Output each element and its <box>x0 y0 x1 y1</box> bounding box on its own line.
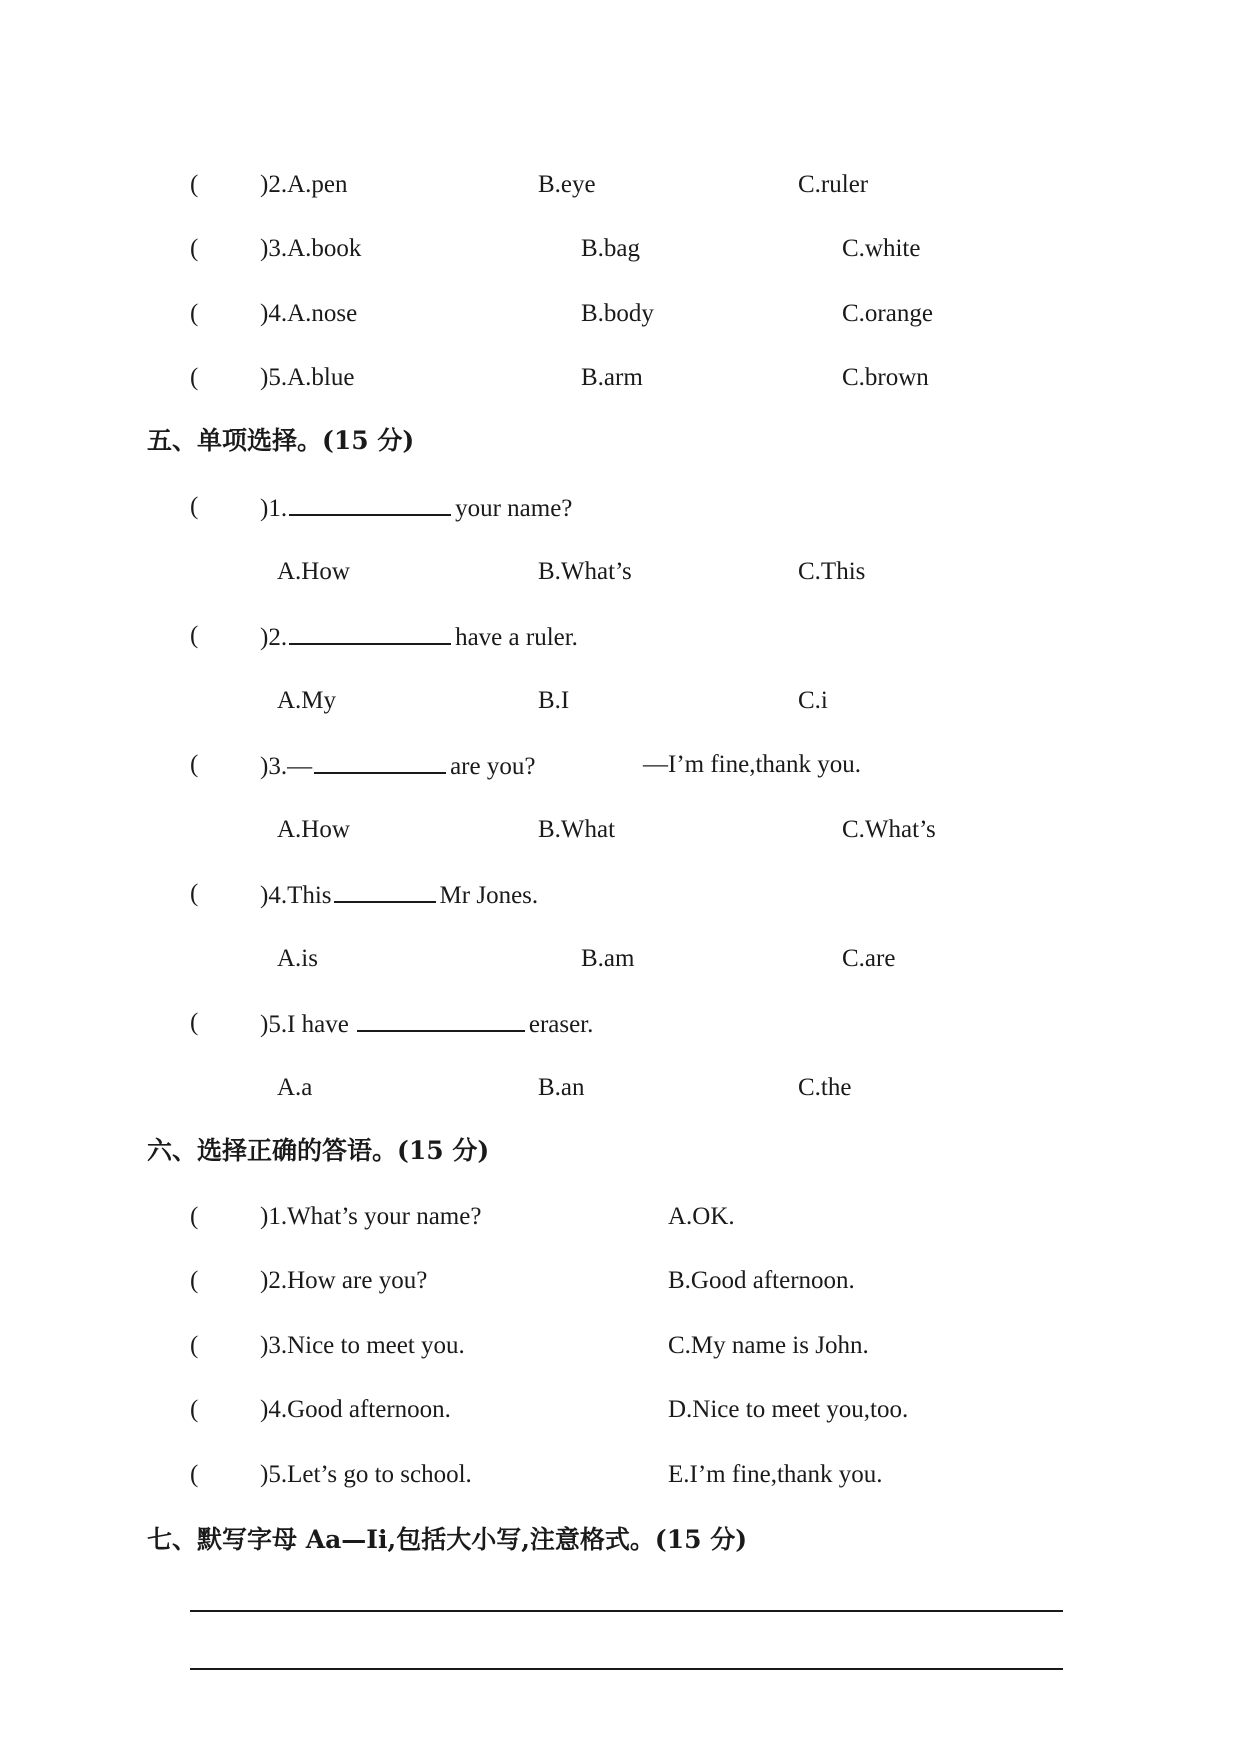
answer-paren[interactable]: ( <box>190 1332 199 1359</box>
answer-paren[interactable]: ( <box>190 1203 199 1230</box>
answer-paren[interactable]: ( <box>190 235 199 262</box>
section7-heading: 七、默写字母 Aa—Ii,包括大小写,注意格式。(15 分) <box>147 1525 748 1554</box>
answer-paren[interactable]: ( <box>190 300 199 327</box>
question-option-a: )2.A.pen <box>260 171 348 198</box>
question-option-a: )5.A.blue <box>260 364 355 391</box>
question-prefix: )4.This <box>260 882 332 909</box>
option-c: C.orange <box>842 300 933 327</box>
option-b: B.arm <box>581 364 643 391</box>
question-suffix: have a ruler. <box>455 624 578 651</box>
answer-paren[interactable]: ( <box>190 880 199 907</box>
match-question: )3.Nice to meet you. <box>260 1332 465 1359</box>
question-option-a: )3.A.book <box>260 235 362 262</box>
answer-paren[interactable]: ( <box>190 1009 199 1036</box>
section6-heading: 六、选择正确的答语。(15 分) <box>147 1136 490 1165</box>
match-answer: D.Nice to meet you,too. <box>668 1396 909 1423</box>
answer-paren[interactable]: ( <box>190 1396 199 1423</box>
match-answer: A.OK. <box>668 1203 735 1230</box>
match-question: )2.How are you? <box>260 1267 428 1294</box>
option-b: B.What’s <box>538 558 632 585</box>
answer-blank[interactable] <box>289 494 451 516</box>
match-answer: B.Good afternoon. <box>668 1267 855 1294</box>
option-b: B.eye <box>538 171 596 198</box>
answer-paren[interactable]: ( <box>190 364 199 391</box>
answer-paren[interactable]: ( <box>190 493 199 520</box>
dialogue-reply: —I’m fine,thank you. <box>643 751 862 778</box>
question-option-a: )4.A.nose <box>260 300 358 327</box>
option-c: C.the <box>798 1074 852 1101</box>
match-answer: C.My name is John. <box>668 1332 869 1359</box>
question-prefix: )5.I have <box>260 1011 349 1038</box>
answer-blank[interactable] <box>334 881 436 903</box>
answer-paren[interactable]: ( <box>190 622 199 649</box>
option-a: A.How <box>277 558 350 585</box>
answer-blank[interactable] <box>289 623 451 645</box>
match-question: )4.Good afternoon. <box>260 1396 451 1423</box>
option-b: B.am <box>581 945 635 972</box>
match-answer: E.I’m fine,thank you. <box>668 1461 883 1488</box>
answer-blank[interactable] <box>314 752 446 774</box>
option-b: B.I <box>538 687 570 714</box>
option-c: C.This <box>798 558 866 585</box>
question-suffix: eraser. <box>528 1011 594 1038</box>
option-a: A.a <box>277 1074 313 1101</box>
option-a: A.How <box>277 816 350 843</box>
option-c: C.ruler <box>798 171 869 198</box>
option-c: C.brown <box>842 364 929 391</box>
question-prefix: )1. <box>260 495 288 522</box>
question-text <box>260 752 535 779</box>
answer-paren[interactable]: ( <box>190 1461 199 1488</box>
question-prefix: )2. <box>260 624 288 651</box>
section5-heading: 五、单项选择。(15 分) <box>147 426 415 455</box>
question-suffix: are you? <box>450 753 536 780</box>
option-a: A.is <box>277 945 318 972</box>
question-text <box>260 494 572 521</box>
question-text <box>260 1010 593 1037</box>
option-b: B.body <box>581 300 654 327</box>
option-c: C.are <box>842 945 896 972</box>
option-c: C.What’s <box>842 816 936 843</box>
match-question: )1.What’s your name? <box>260 1203 482 1230</box>
option-b: B.What <box>538 816 616 843</box>
question-suffix: Mr Jones. <box>439 882 539 909</box>
option-a: A.My <box>277 687 337 714</box>
question-prefix: )3.— <box>260 753 313 780</box>
option-b: B.bag <box>581 235 641 262</box>
question-suffix: your name? <box>455 495 573 522</box>
option-b: B.an <box>538 1074 585 1101</box>
writing-line[interactable] <box>190 1610 1063 1612</box>
question-text <box>260 881 538 908</box>
answer-paren[interactable]: ( <box>190 1267 199 1294</box>
option-c: C.i <box>798 687 828 714</box>
match-question: )5.Let’s go to school. <box>260 1461 472 1488</box>
option-c: C.white <box>842 235 921 262</box>
question-text <box>260 623 578 650</box>
answer-paren[interactable]: ( <box>190 171 199 198</box>
writing-line[interactable] <box>190 1668 1063 1670</box>
answer-paren[interactable]: ( <box>190 751 199 778</box>
answer-blank[interactable] <box>357 1010 525 1032</box>
